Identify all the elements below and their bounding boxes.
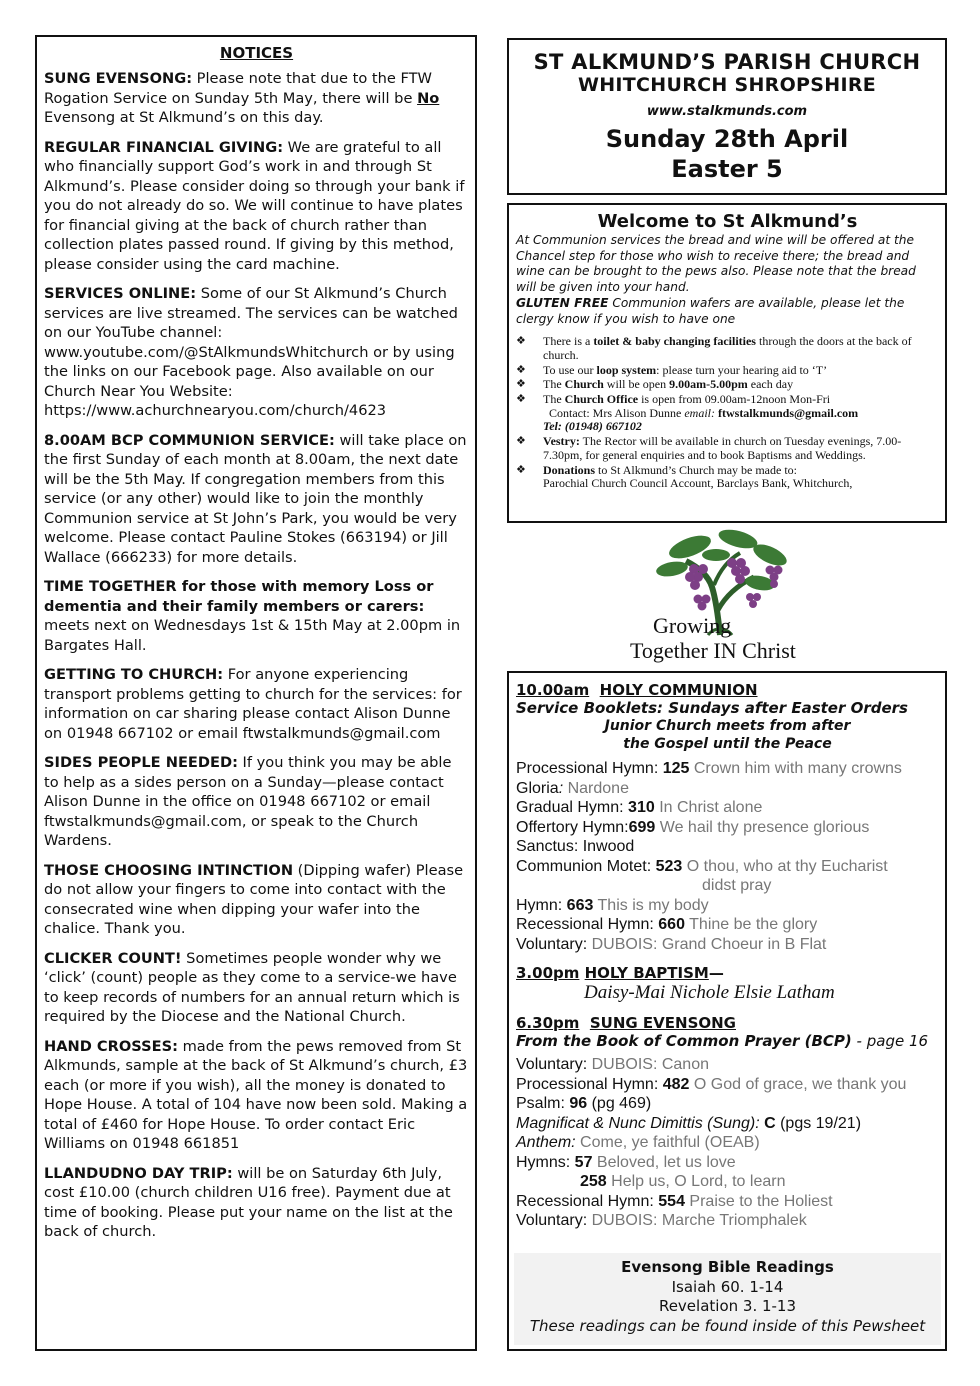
- notice-financial-giving: REGULAR FINANCIAL GIVING: We are grateful to all who financially support God’s work in and through St Alkmund’s. Please consider doing so through your bank if you do not already do so. We will continue to have plates for financial giving at the back of church rather than collection plates passed round. If giving by this method, please consider using the card machine.: [44, 138, 465, 273]
- notice-services-online: SERVICES ONLINE: Some of our St Alkmund’s Church services are live streamed. The services can be watched on our YouTube channel: www.youtube.com/@StAlkmundsWhitchurch or by using the links on our Facebook page. Also available on our Church Near You Website: https://www.achurchnearyou.com/church/4623: [44, 285, 458, 419]
- processional-hymn: Processional Hymn: 125 Crown him with many crowns: [516, 760, 902, 777]
- evensong-hymn-2: 258 Help us, O Lord, to learn: [580, 1173, 786, 1190]
- communion-motet: Communion Motet: 523 O thou, who at thy Eucharist didst pray: [516, 857, 888, 894]
- evensong-voluntary-2: Voluntary: DUBOIS: Marche Triomphalek: [516, 1212, 807, 1229]
- logo-text-together: Together IN Christ: [630, 638, 796, 663]
- info-toilets: ❖ There is a toilet & baby changing facilities through the doors at the back of church.: [516, 334, 912, 362]
- service-holy-communion-heading: 10.00am HOLY COMMUNION: [516, 681, 758, 699]
- church-header: [507, 38, 947, 195]
- evensong-voluntary-1: Voluntary: DUBOIS: Canon: [516, 1056, 709, 1073]
- offertory-hymn: Offertory Hymn:699 We hail thy presence glorious: [516, 818, 870, 836]
- notice-getting-to-church: GETTING TO CHURCH: For anyone experiencing transport problems getting to church for the services: for information on car sharing please contact Alison Dunne on 01948 667102 or email ftwstalkmunds@gmail.com: [44, 666, 462, 742]
- info-donations: ❖ Donations to St Alkmund’s Church may be made to: Parochial Church Council Account, Barclays Bank, Whitchurch,: [516, 462, 853, 491]
- notice-time-together: TIME TOGETHER for those with memory Loss or dementia and their family members or carers: meets next on Wednesdays 1st & 15th May at 2.00pm in Bargates Hall.: [44, 578, 461, 654]
- junior-church-note-2: the Gospel until the Peace: [623, 736, 832, 752]
- diamond-bullet-icon: ❖: [516, 335, 526, 348]
- notices-title: NOTICES: [219, 44, 294, 62]
- evensong-recessional-hymn: Recessional Hymn: 554 Praise to the Holiest: [516, 1192, 833, 1210]
- info-church-office: ❖ The Church Office is open from 09.00am-12noon Mon-Fri Contact: Mrs Alison Dunne email: ftwstalkmunds@gmail.com Tel: (01948) 667102: [516, 392, 859, 434]
- growing-together-logo: [620, 525, 850, 665]
- logo-text-growing: Growing: [653, 613, 732, 638]
- church-name: ST ALKMUND’S PARISH CHURCH: [533, 50, 921, 74]
- info-vestry: ❖ Vestry: The Rector will be available in church on Tuesday evenings, 7.00-7.30pm, for general enquiries and to book Baptisms and Weddings.: [516, 434, 902, 462]
- notice-hand-crosses: HAND CROSSES: made from the pews removed from St Alkmunds, sample at the back of St Alkmund’s church, £3 each (or more if you wish), all the money is donated to Hope House. A total of 104 have now been sold. Making a total of £460 for Hope House. To order contact Eric Williams on 01948 661851: [44, 1037, 468, 1152]
- service-date: Sunday 28th April: [605, 125, 849, 153]
- magnificat-nunc-dimittis: Magnificat & Nunc Dimittis (Sung): C (pgs 19/21): [516, 1114, 862, 1132]
- welcome-panel: [507, 203, 947, 523]
- evensong-psalm: Psalm: 96 (pg 469): [516, 1095, 652, 1112]
- reading-revelation: Revelation 3. 1-13: [658, 1297, 797, 1315]
- notices-panel: [35, 35, 477, 1351]
- readings-title: Evensong Bible Readings: [621, 1258, 834, 1276]
- notice-clicker-count: CLICKER COUNT! Sometimes people wonder why we ‘click’ (count) people as they come to a service-we have to keep records of numbers for an annual return which is required by the Diocese and the National Church.: [44, 949, 460, 1025]
- info-loop-system: ❖ To use our loop system: please turn your hearing aid to ‘T’: [516, 362, 828, 377]
- notice-sung-evensong: SUNG EVENSONG: Please note that due to the FTW Rogation Service on Sunday 5th May, there will be No Evensong at St Alkmund’s on this day.: [44, 70, 440, 126]
- notice-intinction: THOSE CHOOSING INTINCTION (Dipping wafer) Please do not allow your fingers to come into contact with the consecrated wine when dipping your wafer into the chalice. Thank you.: [44, 861, 464, 937]
- sanctus: Sanctus: Inwood: [516, 838, 635, 855]
- church-town: WHITCHURCH SHROPSHIRE: [577, 74, 877, 96]
- diamond-bullet-icon: ❖: [516, 435, 526, 448]
- readings-note: These readings can be found inside of this Pewsheet: [529, 1316, 926, 1335]
- bcp-note: From the Book of Common Prayer (BCP) - page 16: [516, 1032, 929, 1050]
- gradual-hymn: Gradual Hymn: 310 In Christ alone: [516, 799, 763, 816]
- junior-church-note-1: Junior Church meets from after: [604, 718, 851, 734]
- reading-isaiah: Isaiah 60. 1-14: [671, 1277, 784, 1296]
- evensong-hymn-1: Hymns: 57 Beloved, let us love: [516, 1153, 736, 1171]
- gloria: Gloria: Nardone: [516, 779, 629, 797]
- service-sung-evensong-heading: 6.30pm SUNG EVENSONG: [516, 1014, 736, 1032]
- hymn: Hymn: 663 This is my body: [516, 896, 709, 914]
- info-opening-hours: ❖ The Church will be open 9.00am-5.00pm each day: [516, 377, 794, 392]
- evensong-processional-hymn: Processional Hymn: 482 O God of grace, we thank you: [516, 1075, 907, 1093]
- service-booklets-note: Service Booklets: Sundays after Easter Orders: [516, 699, 908, 717]
- evensong-anthem: Anthem: Come, ye faithful (OEAB): [516, 1134, 760, 1151]
- welcome-gluten-free: GLUTEN FREE Communion wafers are available, please let the clergy know if you wish to have one: [516, 295, 905, 326]
- notice-llandudno-trip: LLANDUDNO DAY TRIP: will be on Saturday 6th July, cost £10.00 (church children U16 free). Payment due at time of booking. Please put your name on the list at the back of church.: [44, 1164, 453, 1240]
- welcome-info-list: [516, 335, 939, 491]
- welcome-communion-text: At Communion services the bread and wine will be offered at the Chancel step for those who wish to receive there; the bread and wine can be brought to the pews also. Please note that the bread will be given into your hand.: [516, 233, 916, 295]
- diamond-bullet-icon: ❖: [516, 393, 526, 406]
- evensong-readings-box: [514, 1253, 941, 1345]
- baptism-candidate: Daisy-Mai Nichole Elsie Latham: [584, 982, 835, 1003]
- diamond-bullet-icon: ❖: [516, 363, 526, 376]
- service-occasion: Easter 5: [671, 155, 783, 183]
- welcome-title: Welcome to St Alkmund’s: [597, 211, 858, 232]
- services-panel: [507, 671, 947, 1351]
- diamond-bullet-icon: ❖: [516, 378, 526, 391]
- recessional-hymn: Recessional Hymn: 660 Thine be the glory: [516, 916, 818, 933]
- notice-bcp-communion: 8.00AM BCP COMMUNION SERVICE: will take place on the first Sunday of each month at 8.00am, the next date will be the 5th May. If congregation members from this service (or any other) would like to join the monthly Communion service at St John’s Park, you would be very welcome. Please contact Pauline Stokes (663194) or Jill Wallace (666233) for more details.: [44, 431, 467, 566]
- diamond-bullet-icon: ❖: [516, 463, 526, 476]
- church-website: www.stalkmunds.com: [646, 104, 808, 119]
- notice-sides-people: SIDES PEOPLE NEEDED: If you think you may be able to help as a sides person on a Sunday—please contact Alison Dunne in the office on 01948 667102 or email ftwstalkmunds@gmail.com, or speak to the Church Wardens.: [44, 754, 452, 849]
- service-holy-baptism-heading: 3.00pm HOLY BAPTISM—: [516, 964, 724, 982]
- voluntary: Voluntary: DUBOIS: Grand Choeur in B Flat: [516, 935, 827, 953]
